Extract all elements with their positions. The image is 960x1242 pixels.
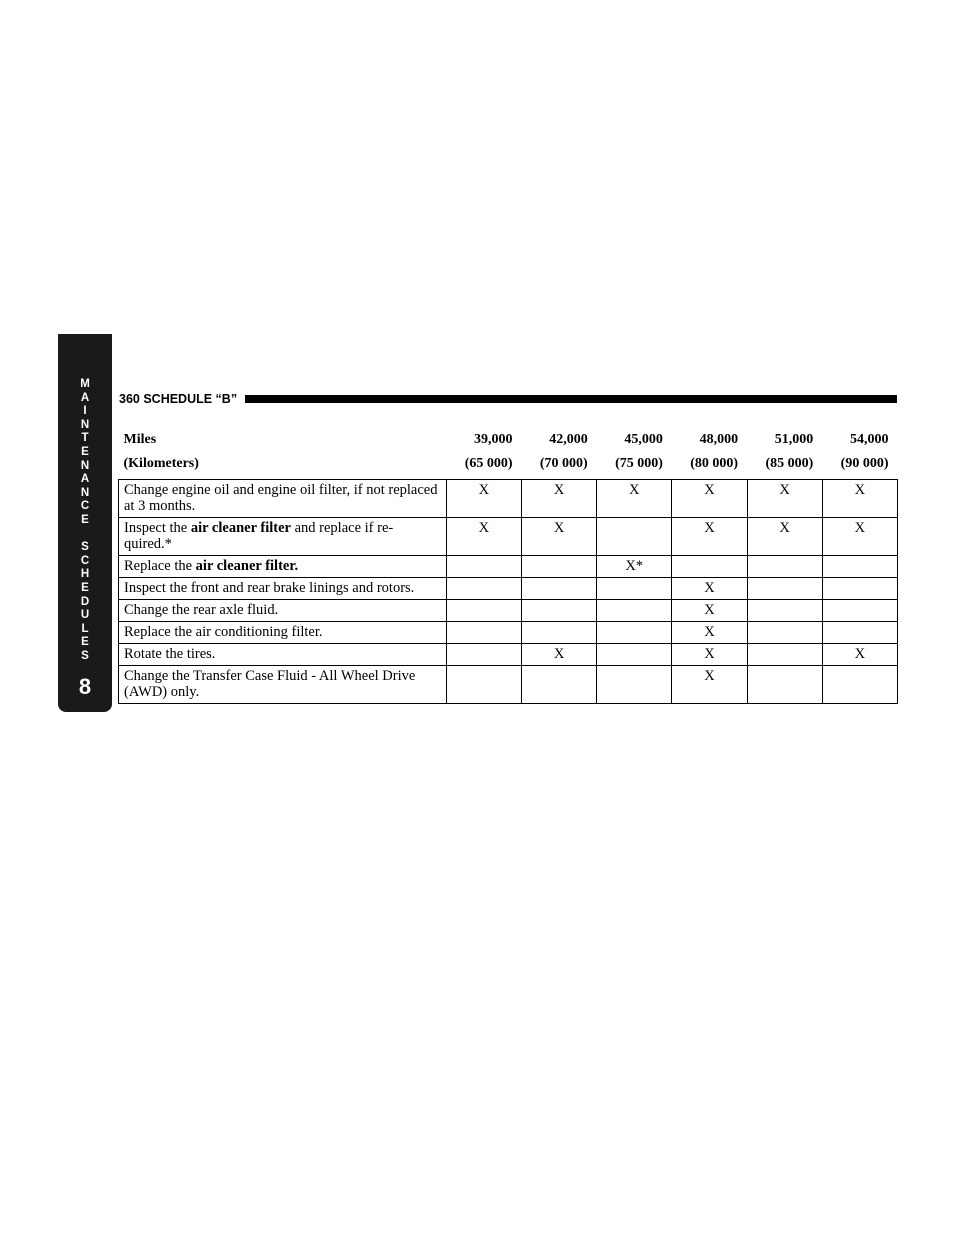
task-cell bbox=[119, 556, 447, 578]
header-km-value: (90 000) bbox=[840, 456, 889, 471]
schedule-mark: X* bbox=[597, 556, 672, 578]
schedule-mark: X bbox=[747, 480, 822, 518]
schedule-mark bbox=[597, 518, 672, 556]
schedule-mark bbox=[747, 666, 822, 704]
schedule-mark bbox=[822, 622, 897, 644]
schedule-mark: X bbox=[446, 480, 521, 518]
task-emphasis: air cleaner filter. bbox=[195, 558, 299, 574]
task-cell bbox=[119, 518, 447, 556]
header-km-value: (85 000) bbox=[765, 456, 814, 471]
header-miles-label: Miles bbox=[123, 432, 157, 447]
schedule-mark bbox=[747, 578, 822, 600]
schedule-mark bbox=[822, 578, 897, 600]
side-tab-title: M A I N T E N A N C E S C H E D U L E S bbox=[80, 378, 90, 662]
schedule-mark: X bbox=[597, 480, 672, 518]
schedule-mark bbox=[522, 622, 597, 644]
task-cell: Change the rear axle fluid. bbox=[119, 600, 447, 622]
chapter-side-tab bbox=[58, 334, 112, 712]
header-miles-value: 39,000 bbox=[474, 432, 513, 447]
table-row bbox=[119, 666, 898, 704]
schedule-mark bbox=[446, 666, 521, 704]
header-interval-cell bbox=[822, 424, 897, 480]
header-task-cell bbox=[119, 424, 447, 480]
schedule-mark bbox=[672, 556, 747, 578]
header-interval-cell bbox=[672, 424, 747, 480]
schedule-mark bbox=[747, 622, 822, 644]
schedule-mark: X bbox=[672, 644, 747, 666]
side-tab-chapter-number: 8 bbox=[78, 674, 92, 699]
schedule-mark bbox=[522, 666, 597, 704]
task-cell: Rotate the tires. bbox=[119, 644, 447, 666]
header-km-value: (65 000) bbox=[464, 456, 513, 471]
task-text: Inspect the bbox=[124, 520, 191, 536]
table-row bbox=[119, 556, 898, 578]
table-header-row bbox=[119, 424, 898, 480]
schedule-mark: X bbox=[672, 480, 747, 518]
table-row bbox=[119, 578, 898, 600]
table-row bbox=[119, 622, 898, 644]
schedule-mark bbox=[597, 578, 672, 600]
header-miles-value: 51,000 bbox=[774, 432, 814, 447]
table-row bbox=[119, 480, 898, 518]
schedule-mark: X bbox=[672, 578, 747, 600]
maintenance-schedule-table bbox=[118, 424, 898, 704]
header-interval-cell bbox=[446, 424, 521, 480]
schedule-mark bbox=[597, 644, 672, 666]
table-row bbox=[119, 518, 898, 556]
task-cell: Change the Transfer Case Fluid - All Wheel Drive (AWD) only. bbox=[119, 666, 447, 704]
header-interval-cell bbox=[747, 424, 822, 480]
schedule-mark: X bbox=[747, 518, 822, 556]
schedule-mark bbox=[522, 578, 597, 600]
header-interval-cell bbox=[597, 424, 672, 480]
schedule-mark bbox=[747, 600, 822, 622]
table-row bbox=[119, 600, 898, 622]
header-miles-value: 42,000 bbox=[549, 432, 588, 447]
header-km-value: (75 000) bbox=[615, 456, 663, 471]
task-cell: Change engine oil and engine oil filter, if not replaced at 3 months. bbox=[119, 480, 447, 518]
header-miles-value: 54,000 bbox=[850, 432, 889, 447]
schedule-mark: X bbox=[522, 480, 597, 518]
schedule-mark bbox=[597, 600, 672, 622]
schedule-mark: X bbox=[522, 518, 597, 556]
schedule-mark bbox=[822, 556, 897, 578]
schedule-mark bbox=[446, 556, 521, 578]
page-header bbox=[119, 391, 897, 407]
schedule-mark: X bbox=[522, 644, 597, 666]
schedule-mark bbox=[822, 666, 897, 704]
schedule-mark bbox=[522, 600, 597, 622]
schedule-mark: X bbox=[446, 518, 521, 556]
task-cell: Inspect the front and rear brake linings and rotors. bbox=[119, 578, 447, 600]
header-rule bbox=[245, 395, 897, 403]
header-miles-value: 48,000 bbox=[699, 432, 739, 447]
task-text: and replace if re-quired.* bbox=[124, 520, 394, 552]
schedule-mark bbox=[446, 578, 521, 600]
task-cell: Replace the air conditioning filter. bbox=[119, 622, 447, 644]
schedule-mark bbox=[597, 622, 672, 644]
task-emphasis: air cleaner filter bbox=[190, 520, 291, 536]
schedule-mark bbox=[446, 644, 521, 666]
header-km-value: (80 000) bbox=[690, 456, 739, 471]
header-km-value: (70 000) bbox=[539, 456, 588, 471]
schedule-mark: X bbox=[672, 600, 747, 622]
schedule-mark bbox=[522, 556, 597, 578]
schedule-mark bbox=[747, 644, 822, 666]
schedule-mark bbox=[446, 600, 521, 622]
schedule-mark bbox=[597, 666, 672, 704]
schedule-mark: X bbox=[822, 644, 897, 666]
schedule-mark: X bbox=[672, 518, 747, 556]
task-text: Replace the bbox=[124, 558, 196, 574]
schedule-mark bbox=[446, 622, 521, 644]
schedule-mark: X bbox=[822, 518, 897, 556]
schedule-mark: X bbox=[822, 480, 897, 518]
page-header-label: 360 SCHEDULE “B” bbox=[119, 392, 238, 406]
schedule-mark bbox=[822, 600, 897, 622]
table-row bbox=[119, 644, 898, 666]
schedule-mark: X bbox=[672, 622, 747, 644]
schedule-mark: X bbox=[672, 666, 747, 704]
header-interval-cell bbox=[522, 424, 597, 480]
schedule-mark bbox=[747, 556, 822, 578]
header-kilometers-label: (Kilometers) bbox=[123, 456, 199, 471]
header-miles-value: 45,000 bbox=[624, 432, 663, 447]
